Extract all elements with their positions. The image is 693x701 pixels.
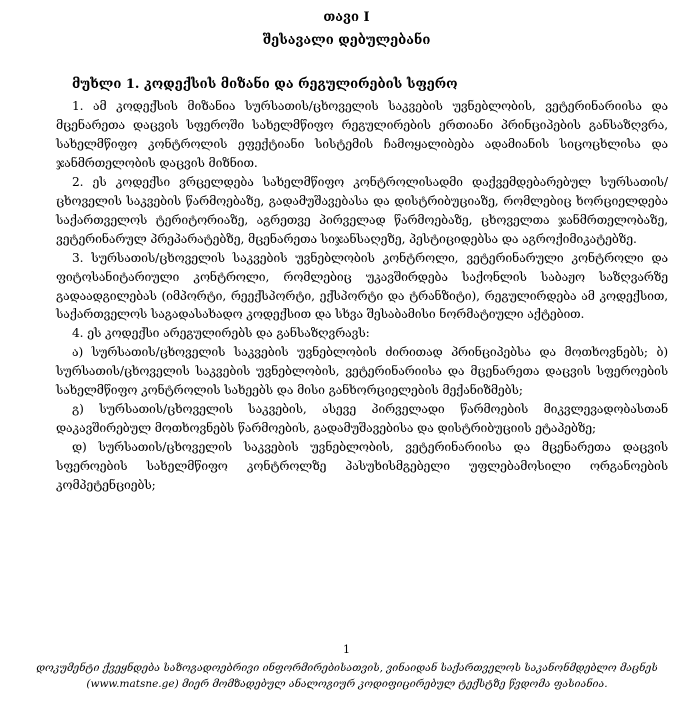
article-body xyxy=(56,97,668,495)
article-title: მუხლი 1. კოდექსის მიზანი და რეგულირების სფერო xyxy=(72,77,458,92)
paragraph-4: 4. ეს კოდექსი არეგულირებს და განსაზღვრავს: xyxy=(72,326,370,341)
paragraph-3: 3. სურსათის/ცხოველის საკვების უვნებლობის კონტროლი, ვეტერინარული კონტროლი და ფიტოსანიტარიული კონტროლი, რომლებიც უკავშირდება საქონლის საბაჟო საზღვარზე გადაადგილებას (იმპორტი, რეექსპორტი, ექსპორტი და ტრანზიტი), რეგულირდება ამ კოდექსით, საქართველოს საგადასახადო კოდექსით და სხვა შესაბამისი ნორმატიული აქტებით. xyxy=(56,250,668,322)
clause-g: გ) სურსათის/ცხოველის საკვების, ასევე პირველადი წარმოების მიკვლევადობასთან დაკავშირებულ მოთხოვნებს წარმოების, გადამუშავებისა და დისტრიბუციის ეტაპებზე; xyxy=(56,402,668,436)
chapter-subtitle: შესავალი დებულებანი xyxy=(262,33,431,48)
clause-a-b: ა) სურსათის/ცხოველის საკვების უვნებლობის ძირითად პრინციპებსა და მოთხოვნებს; ბ) სურსათის/ცხოველის საკვების უვნებლობის, ვეტერინარიისა და მცენარეთა დაცვის სფეროების სახელმწიფო კონტროლის სახეებს და მისი განხორციელების მექანიზმებს; xyxy=(56,345,668,398)
clause-d: დ) სურსათის/ცხოველის საკვების უვნებლობის, ვეტერინარიისა და მცენარეთა დაცვის სფეროების სახელმწიფო კონტროლზე პასუხისმგებელი უფლებამოსილი ორგანოების კომპეტენციებს; xyxy=(56,440,668,493)
footer-line-2: (www.matsne.ge) მიერ მომზადებულ ანალოგიურ კოდიფიცირებულ ტექსტზე წვდომა ფასიანია. xyxy=(86,678,608,690)
footer-line-1: დოკუმენტი ქვეყნდება საზოგადოებრივი ინფორმირებისათვის, ვინაიდან საქართველოს საკანონმდებლო მაცნეს xyxy=(36,662,658,674)
chapter-title: თავი I xyxy=(323,10,370,25)
footer-note xyxy=(22,660,672,692)
paragraph-1: 1. ამ კოდექსის მიზანია სურსათის/ცხოველის საკვების უვნებლობის, ვეტერინარიისა და მცენარეთა დაცვის სფეროში სახელმწიფო რეგულირების ერთიანი პრინციპების განსაზღვრა, სახელმწიფო კონტროლის ეფექტიანი სისტემის ჩამოყალიბება ადამიანის სიცოცხლისა და ჯანმრთელობის დაცვის მიზნით. xyxy=(56,99,668,170)
paragraph-2: 2. ეს კოდექსი ვრცელდება სახელმწიფო კონტროლისადმი დაქვემდებარებულ სურსათის/ცხოველის საკვების წარმოებაზე, გადამუშავებასა და დისტრიბუციაზე, რომლებიც ხორციელდება საქართველოს ტერიტორიაზე, აგრეთვე პირველად წარმოებაზე, ცხოველთა ჯანმრთელობაზე, ვეტერინარულ პრეპარატებზე, მცენარეთა სიჯანსაღეზე, პესტიციდებსა და აგროქიმიკატებზე. xyxy=(56,174,668,246)
page-number: 1 xyxy=(343,643,350,656)
